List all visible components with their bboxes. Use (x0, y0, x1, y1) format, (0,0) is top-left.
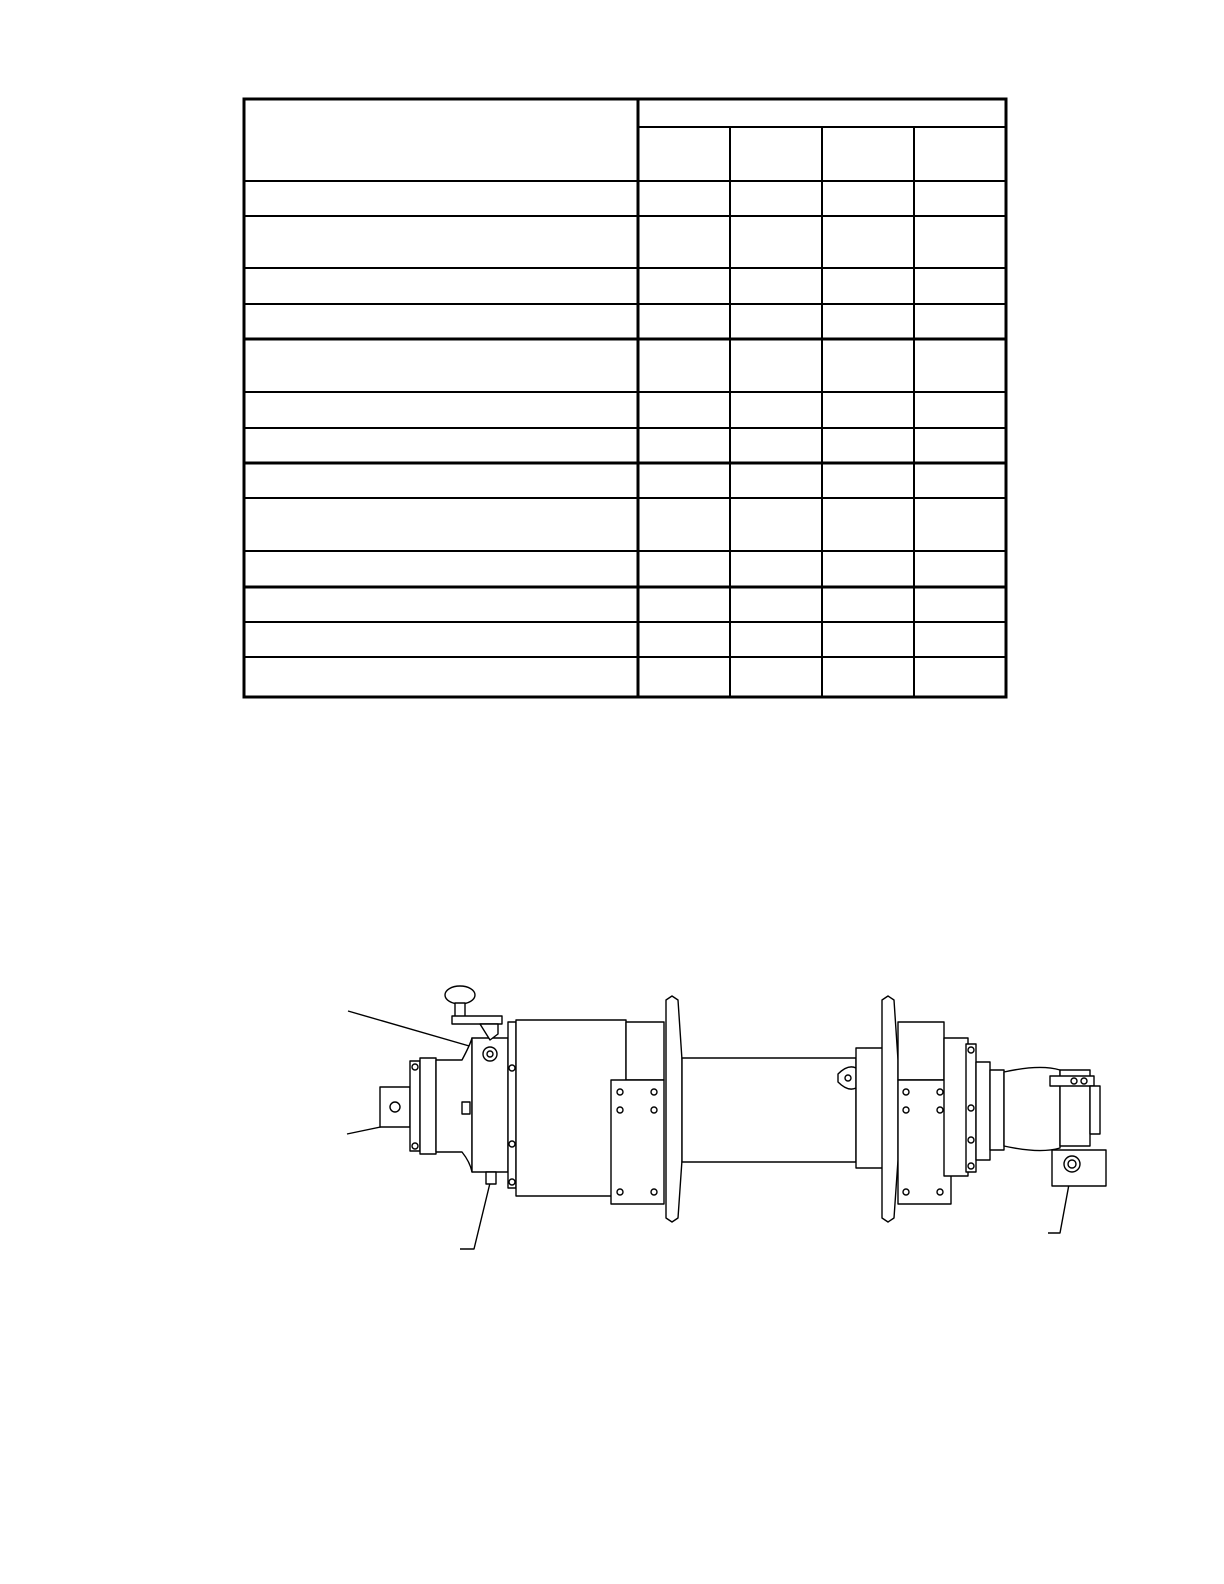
drum-barrel (682, 1058, 856, 1162)
hydraulic-motor (976, 1062, 1106, 1186)
left-drum-flange (666, 996, 682, 1222)
right-drum-flange (856, 996, 898, 1222)
input-shaft (380, 1087, 410, 1127)
left-drum-housing (516, 1020, 664, 1204)
left-adapter-flange (410, 1058, 436, 1154)
right-bearing-support (898, 1022, 951, 1204)
gear-housing (436, 1022, 516, 1188)
right-end-plate (944, 1038, 976, 1176)
clutch-handle (445, 986, 502, 1040)
